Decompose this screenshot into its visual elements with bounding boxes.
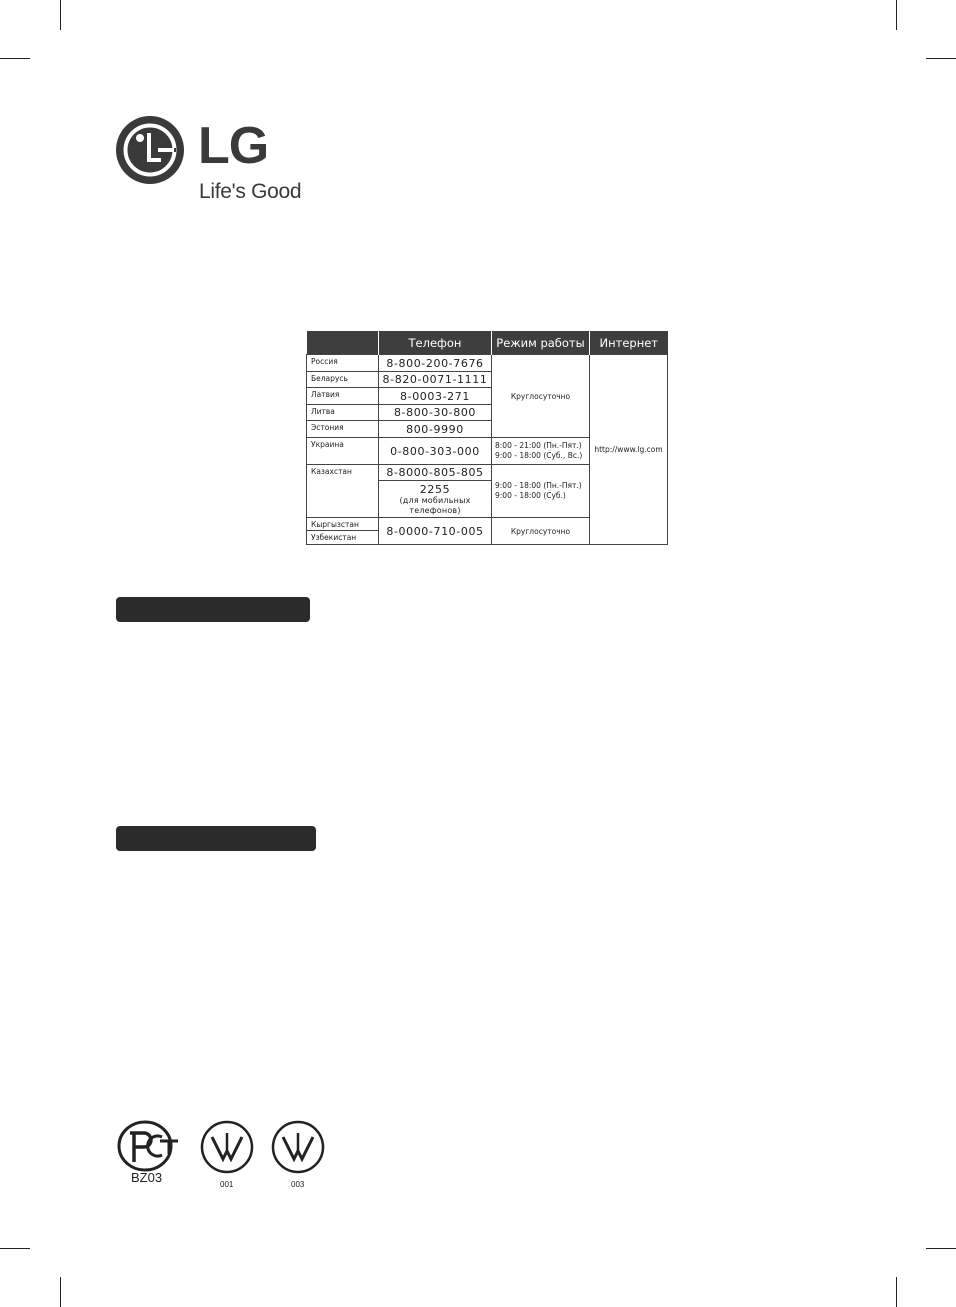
- crop-mark: [926, 1248, 956, 1249]
- phone-kazakhstan-mobile-note: (для мобильных: [399, 495, 471, 505]
- crop-mark: [0, 58, 30, 59]
- country-uzbekistan: Узбекистан: [307, 531, 379, 545]
- country-russia: Россия: [307, 355, 379, 372]
- ukraine-conformity-mark-code: 001: [220, 1180, 234, 1189]
- hours-ukraine-weekdays: 8:00 - 21:00 (Пн.-Пят.): [495, 441, 582, 450]
- phone-lithuania: 8-800-30-800: [379, 405, 492, 421]
- phone-latvia: 8-0003-271: [379, 388, 492, 405]
- hours-round-the-clock: Круглосуточно: [492, 355, 590, 438]
- crop-mark: [60, 1277, 61, 1307]
- country-latvia: Латвия: [307, 388, 379, 405]
- lg-logo-icon: [114, 114, 186, 186]
- section-heading-bar: [116, 597, 310, 622]
- phone-kg-uz: 8-0000-710-005: [379, 518, 492, 545]
- hours-ukraine-weekend: 9:00 - 18:00 (Суб., Вс.): [495, 451, 583, 460]
- column-header-phone: Телефон: [379, 331, 492, 355]
- website-link[interactable]: http://www.lg.com: [590, 355, 668, 545]
- table-header-row: [307, 331, 668, 355]
- phone-kazakhstan-mobile-note: телефонов): [409, 505, 461, 515]
- country-ukraine: Украина: [307, 438, 379, 465]
- hours-kg-uz: Круглосуточно: [492, 518, 590, 545]
- rst-certification-code: BZ03: [131, 1170, 163, 1185]
- phone-ukraine: 0-800-303-000: [379, 438, 492, 465]
- phone-kazakhstan-mobile: [379, 481, 492, 518]
- hours-kazakhstan-weekdays: 9:00 - 18:00 (Пн.-Пят.): [495, 481, 582, 490]
- ukraine-conformity-mark-icon: [270, 1119, 326, 1175]
- column-header-hours: Режим работы: [492, 331, 590, 355]
- crop-mark: [0, 1248, 30, 1249]
- column-header-country: [307, 331, 379, 355]
- country-kyrgyzstan: Кыргызстан: [307, 518, 379, 531]
- crop-mark: [926, 58, 956, 59]
- section-heading-bar: [116, 826, 316, 851]
- brand-name: LG: [198, 117, 269, 175]
- phone-russia: 8-800-200-7676: [379, 355, 492, 372]
- country-estonia: Эстония: [307, 421, 379, 438]
- crop-mark: [896, 1277, 897, 1307]
- country-lithuania: Литва: [307, 405, 379, 421]
- hours-kazakhstan: [492, 465, 590, 518]
- hours-kazakhstan-saturday: 9:00 - 18:00 (Суб.): [495, 491, 566, 500]
- crop-mark: [896, 0, 897, 30]
- phone-estonia: 800-9990: [379, 421, 492, 438]
- phone-kazakhstan-mobile-number: 2255: [419, 482, 451, 496]
- country-kazakhstan: Казахстан: [307, 465, 379, 518]
- ukraine-conformity-mark-code: 003: [291, 1180, 305, 1189]
- rst-certification-icon: [116, 1120, 180, 1176]
- column-header-internet: Интернет: [590, 331, 668, 355]
- phone-kazakhstan: 8-8000-805-805: [379, 465, 492, 481]
- brand-slogan: Life's Good: [199, 180, 302, 203]
- country-belarus: Беларусь: [307, 372, 379, 388]
- ukraine-conformity-mark-icon: [199, 1119, 255, 1175]
- phone-belarus: 8-820-0071-1111: [379, 372, 492, 388]
- crop-mark: [60, 0, 61, 30]
- support-contacts-table: [306, 331, 668, 545]
- hours-ukraine: [492, 438, 590, 465]
- table-row: [307, 355, 668, 372]
